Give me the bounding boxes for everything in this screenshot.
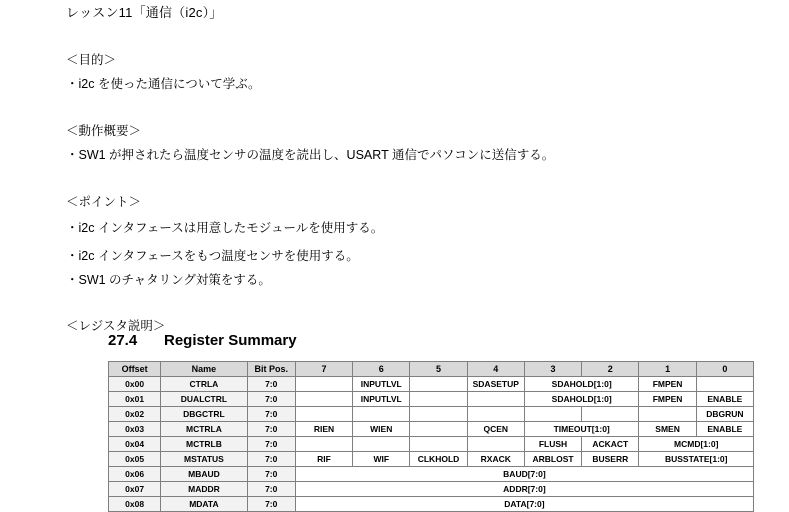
register-summary-block bbox=[108, 332, 754, 512]
table-row bbox=[109, 392, 754, 407]
bullet-point-2: ・i2c インタフェースをもつ温度センサを使用する。 bbox=[66, 249, 359, 263]
cell-offset: 0x07 bbox=[109, 482, 161, 497]
cell-offset: 0x06 bbox=[109, 467, 161, 482]
cell-bit-empty bbox=[410, 407, 467, 422]
cell-bit-field: FMPEN bbox=[639, 377, 696, 392]
column-header-5: 5 bbox=[410, 362, 467, 377]
cell-bit-position: 7:0 bbox=[247, 407, 295, 422]
cell-register-name: MDATA bbox=[161, 497, 247, 512]
table-row bbox=[109, 467, 754, 482]
cell-bit-empty bbox=[410, 392, 467, 407]
cell-bit-field: INPUTLVL bbox=[353, 392, 410, 407]
table-row bbox=[109, 377, 754, 392]
cell-bit-empty bbox=[295, 377, 352, 392]
column-header-0: 0 bbox=[696, 362, 753, 377]
cell-offset: 0x03 bbox=[109, 422, 161, 437]
cell-bit-field: DATA[7:0] bbox=[295, 497, 753, 512]
cell-bit-field: WIEN bbox=[353, 422, 410, 437]
section-heading-purpose: ＜目的＞ bbox=[66, 53, 117, 67]
section-heading-register: ＜レジスタ説明＞ bbox=[66, 319, 166, 333]
cell-bit-position: 7:0 bbox=[247, 482, 295, 497]
cell-bit-position: 7:0 bbox=[247, 437, 295, 452]
cell-bit-empty bbox=[410, 437, 467, 452]
cell-offset: 0x00 bbox=[109, 377, 161, 392]
cell-bit-empty bbox=[410, 422, 467, 437]
bullet-purpose-1: ・i2c を使った通信について学ぶ。 bbox=[66, 77, 261, 91]
cell-bit-empty bbox=[467, 392, 524, 407]
table-row bbox=[109, 407, 754, 422]
cell-bit-field: CLKHOLD bbox=[410, 452, 467, 467]
cell-bit-field: ENABLE bbox=[696, 392, 753, 407]
cell-register-name: DBGCTRL bbox=[161, 407, 247, 422]
cell-bit-field: ACKACT bbox=[582, 437, 639, 452]
column-header-1: 1 bbox=[639, 362, 696, 377]
cell-bit-position: 7:0 bbox=[247, 422, 295, 437]
cell-bit-field: TIMEOUT[1:0] bbox=[524, 422, 639, 437]
table-row bbox=[109, 452, 754, 467]
table-body bbox=[109, 377, 754, 512]
section-heading-points: ＜ポイント＞ bbox=[66, 195, 142, 209]
cell-bit-empty bbox=[467, 437, 524, 452]
cell-bit-field: FLUSH bbox=[524, 437, 581, 452]
register-summary-heading: Register Summary bbox=[164, 332, 297, 349]
cell-offset: 0x08 bbox=[109, 497, 161, 512]
cell-bit-empty bbox=[295, 437, 352, 452]
cell-register-name: MCTRLB bbox=[161, 437, 247, 452]
cell-bit-empty bbox=[639, 407, 696, 422]
cell-register-name: MBAUD bbox=[161, 467, 247, 482]
register-summary-table bbox=[108, 361, 754, 512]
cell-bit-position: 7:0 bbox=[247, 377, 295, 392]
cell-register-name: MADDR bbox=[161, 482, 247, 497]
cell-bit-position: 7:0 bbox=[247, 467, 295, 482]
column-header-2: 2 bbox=[582, 362, 639, 377]
table-header-row bbox=[109, 362, 754, 377]
cell-offset: 0x05 bbox=[109, 452, 161, 467]
cell-bit-field: RIEN bbox=[295, 422, 352, 437]
column-header-7: 7 bbox=[295, 362, 352, 377]
cell-bit-empty bbox=[410, 377, 467, 392]
table-header bbox=[109, 362, 754, 377]
cell-bit-empty bbox=[353, 407, 410, 422]
cell-bit-position: 7:0 bbox=[247, 452, 295, 467]
cell-bit-field: ENABLE bbox=[696, 422, 753, 437]
cell-bit-field: DBGRUN bbox=[696, 407, 753, 422]
cell-bit-empty bbox=[467, 407, 524, 422]
cell-bit-field: ADDR[7:0] bbox=[295, 482, 753, 497]
table-row bbox=[109, 422, 754, 437]
cell-bit-field: QCEN bbox=[467, 422, 524, 437]
cell-bit-field: BUSSTATE[1:0] bbox=[639, 452, 754, 467]
bullet-point-3: ・SW1 のチャタリング対策をする。 bbox=[66, 273, 271, 287]
cell-bit-field: WIF bbox=[353, 452, 410, 467]
page-title: レッスン11「通信（i2c）」 bbox=[66, 5, 223, 20]
cell-bit-empty bbox=[353, 437, 410, 452]
cell-register-name: MCTRLA bbox=[161, 422, 247, 437]
cell-bit-position: 7:0 bbox=[247, 392, 295, 407]
cell-bit-position: 7:0 bbox=[247, 497, 295, 512]
cell-bit-field: ARBLOST bbox=[524, 452, 581, 467]
cell-register-name: MSTATUS bbox=[161, 452, 247, 467]
column-header-bit-pos: Bit Pos. bbox=[247, 362, 295, 377]
table-row bbox=[109, 482, 754, 497]
cell-bit-field: SMEN bbox=[639, 422, 696, 437]
cell-bit-field: MCMD[1:0] bbox=[639, 437, 754, 452]
cell-bit-field: BUSERR bbox=[582, 452, 639, 467]
column-header-name: Name bbox=[161, 362, 247, 377]
column-header-6: 6 bbox=[353, 362, 410, 377]
section-heading-overview: ＜動作概要＞ bbox=[66, 124, 142, 138]
column-header-offset: Offset bbox=[109, 362, 161, 377]
cell-bit-field: INPUTLVL bbox=[353, 377, 410, 392]
cell-bit-empty bbox=[295, 407, 352, 422]
cell-offset: 0x04 bbox=[109, 437, 161, 452]
cell-offset: 0x01 bbox=[109, 392, 161, 407]
cell-bit-field: SDAHOLD[1:0] bbox=[524, 377, 639, 392]
cell-bit-field: FMPEN bbox=[639, 392, 696, 407]
cell-bit-empty bbox=[295, 392, 352, 407]
column-header-3: 3 bbox=[524, 362, 581, 377]
cell-bit-field: RXACK bbox=[467, 452, 524, 467]
cell-offset: 0x02 bbox=[109, 407, 161, 422]
bullet-overview-1: ・SW1 が押されたら温度センサの温度を読出し、USART 通信でパソコンに送信する。 bbox=[66, 148, 555, 162]
cell-register-name: CTRLA bbox=[161, 377, 247, 392]
register-summary-number: 27.4 bbox=[108, 332, 138, 349]
register-summary-title bbox=[108, 332, 754, 349]
cell-bit-field: RIF bbox=[295, 452, 352, 467]
table-row bbox=[109, 497, 754, 512]
cell-bit-empty bbox=[696, 377, 753, 392]
bullet-point-1: ・i2c インタフェースは用意したモジュールを使用する。 bbox=[66, 221, 384, 235]
cell-register-name: DUALCTRL bbox=[161, 392, 247, 407]
cell-bit-field: SDAHOLD[1:0] bbox=[524, 392, 639, 407]
table-row bbox=[109, 437, 754, 452]
column-header-4: 4 bbox=[467, 362, 524, 377]
cell-bit-empty bbox=[524, 407, 581, 422]
cell-bit-field: BAUD[7:0] bbox=[295, 467, 753, 482]
cell-bit-field: SDASETUP bbox=[467, 377, 524, 392]
cell-bit-empty bbox=[582, 407, 639, 422]
